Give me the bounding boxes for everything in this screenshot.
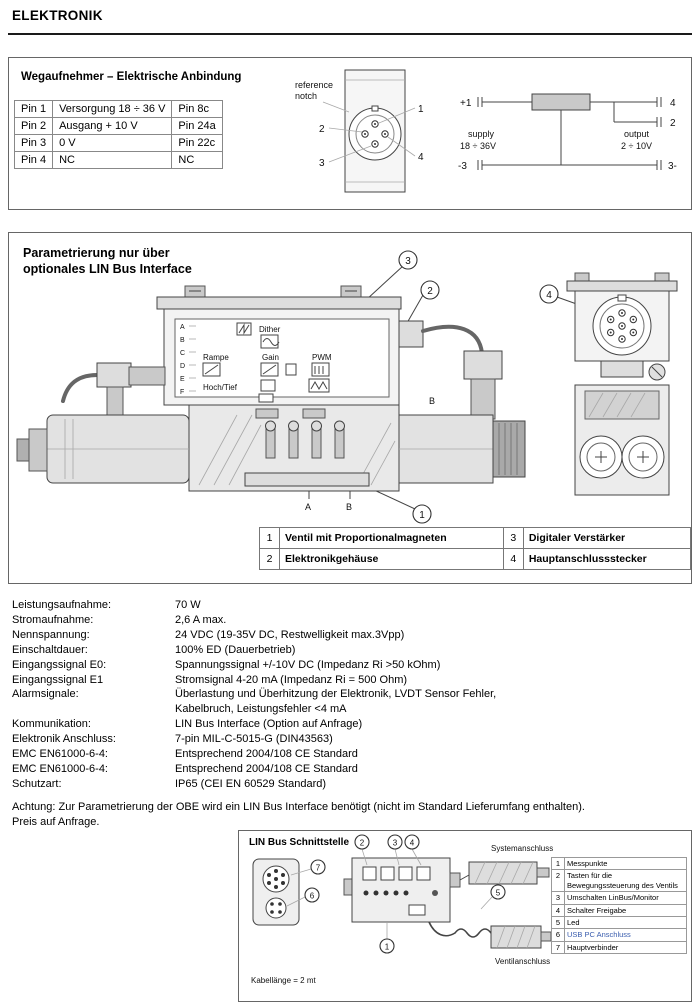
row-letter: C xyxy=(180,350,186,357)
svg-text:5: 5 xyxy=(495,888,501,898)
parametrierung-section xyxy=(8,232,692,584)
spec-value: IP65 (CEI EN 60529 Standard) xyxy=(175,777,327,790)
svg-text:4: 4 xyxy=(409,838,415,848)
legend-num: 3 xyxy=(503,528,523,549)
spec-label: EMC EN61000-6-4: xyxy=(12,748,108,761)
valve-cable xyxy=(429,922,551,948)
lin-label: Tasten für die Bewegungssteuerung des Ventils xyxy=(565,870,687,892)
legend-label: Digitaler Verstärker xyxy=(523,528,690,549)
lin-label-usb: USB PC Anschluss xyxy=(565,929,687,941)
left-solenoid-connector xyxy=(63,363,165,417)
electronics-cover xyxy=(157,286,401,405)
row-letter: A xyxy=(180,324,185,331)
table-row xyxy=(15,101,223,118)
pin-number: Pin 3 xyxy=(15,135,53,152)
pin-right: Pin 24a xyxy=(172,118,222,135)
spec-row xyxy=(12,702,496,717)
lin-num: 7 xyxy=(552,941,565,953)
legend-num: 2 xyxy=(260,549,280,570)
pin-right: NC xyxy=(172,152,222,169)
output-label: output xyxy=(624,129,650,139)
pin-desc: 0 V xyxy=(53,135,172,152)
legend-num: 1 xyxy=(260,528,280,549)
spec-value: Entsprechend 2004/108 CE Standard xyxy=(175,748,358,761)
parametrierung-title xyxy=(23,245,192,277)
achtung-note xyxy=(12,800,692,830)
linbus-table xyxy=(551,857,687,954)
gain-label: Gain xyxy=(262,353,279,362)
terminal-4: 4 xyxy=(670,98,676,109)
callout-1 xyxy=(413,505,431,523)
pin-desc: NC xyxy=(53,152,172,169)
svg-text:3: 3 xyxy=(405,256,411,267)
title-line-2: optionales LIN Bus Interface xyxy=(23,262,192,276)
spec-value: 24 VDC (19-35V DC, Restwelligkeit max.3Vpp) xyxy=(175,628,405,641)
spec-label: Leistungsaufnahme: xyxy=(12,599,112,611)
spec-label: Einschaltdauer: xyxy=(12,643,88,656)
table-row xyxy=(552,870,687,892)
achtung-line-1: Achtung: Zur Parametrierung der OBE wird ein LIN Bus Interface benötigt (nicht im Standard Lieferumfang enthalten). xyxy=(12,801,585,813)
title-divider xyxy=(8,33,692,35)
wegaufnehmer-section xyxy=(8,57,692,210)
terminal-3: 3- xyxy=(668,161,677,172)
pin-table xyxy=(14,100,223,169)
table-row xyxy=(552,941,687,953)
terminal-plus1: +1 xyxy=(460,98,472,109)
table-row xyxy=(260,528,691,549)
svg-text:4: 4 xyxy=(546,290,552,301)
supply-label: supply xyxy=(468,129,495,139)
table-row xyxy=(552,916,687,928)
lin-num: 4 xyxy=(552,904,565,916)
rampe-label: Rampe xyxy=(203,353,229,362)
output-range: 2 ÷ 10V xyxy=(621,141,652,151)
systemanschluss-label: Systemanschluss xyxy=(491,844,554,853)
terminal-2: 2 xyxy=(670,118,676,129)
spec-value: 7-pin MIL-C-5015-G (DIN43563) xyxy=(175,733,333,746)
linbus-section xyxy=(238,830,692,1002)
linbus-connector xyxy=(253,859,299,925)
legend-label: Ventil mit Proportionalmagneten xyxy=(280,528,504,549)
lin-label: Led xyxy=(565,916,687,928)
right-solenoid-connector xyxy=(399,321,502,419)
spec-value: Entsprechend 2004/108 CE Standard xyxy=(175,762,358,775)
specs-list xyxy=(12,598,496,792)
spec-row xyxy=(12,747,496,762)
legend-label: Elektronikgehäuse xyxy=(280,549,504,570)
reference-notch-label: reference xyxy=(295,80,334,90)
spec-row xyxy=(12,687,496,702)
row-letter: E xyxy=(180,376,185,383)
callout-1 xyxy=(380,923,394,953)
table-row xyxy=(15,152,223,169)
spec-label: Kommunikation: xyxy=(12,718,91,731)
lin-num: 6 xyxy=(552,929,565,941)
row-letter: D xyxy=(180,363,186,370)
pin-number: Pin 2 xyxy=(15,118,53,135)
legend-table xyxy=(259,527,691,570)
spec-row xyxy=(12,658,496,673)
lin-num: 2 xyxy=(552,870,565,892)
lin-label: Schalter Freigabe xyxy=(565,904,687,916)
hochtief-label: Hoch/Tief xyxy=(203,383,237,392)
spec-row xyxy=(12,613,496,628)
circuit-schematic xyxy=(454,80,689,185)
spec-row xyxy=(12,643,496,658)
kabellaenge-label: Kabellänge = 2 mt xyxy=(251,976,316,985)
callout-3 xyxy=(399,251,417,269)
table-row xyxy=(15,118,223,135)
supply-range: 18 ÷ 36V xyxy=(460,141,496,151)
wegaufnehmer-title: Wegaufnehmer – Elektrische Anbindung xyxy=(21,71,242,83)
svg-text:1: 1 xyxy=(384,942,390,952)
spec-label: Eingangssignal E1 xyxy=(12,673,104,686)
terminal-minus3: -3 xyxy=(458,161,467,172)
connector-pin-3: 3 xyxy=(319,158,325,169)
spec-row xyxy=(12,628,496,643)
pin-right: Pin 22c xyxy=(172,135,222,152)
ventilanschluss-label: Ventilanschluss xyxy=(495,957,551,966)
connector-pin-2: 2 xyxy=(319,124,325,135)
row-letter: F xyxy=(180,389,185,396)
svg-text:1: 1 xyxy=(419,510,425,521)
spec-value: Spannungssignal +/-10V DC (Impedanz Ri >50 kOhm) xyxy=(175,658,441,671)
reference-notch-label: notch xyxy=(295,91,318,101)
left-solenoid xyxy=(17,415,189,483)
system-connector xyxy=(460,862,549,884)
spec-value: 100% ED (Dauerbetrieb) xyxy=(175,643,296,656)
spec-label: Schutzart: xyxy=(12,777,62,790)
spec-row xyxy=(12,717,496,732)
spec-value: Stromsignal 4-20 mA (Impedanz Ri = 500 Ohm) xyxy=(175,673,408,686)
legend-num: 4 xyxy=(503,549,523,570)
table-row xyxy=(552,929,687,941)
right-solenoid xyxy=(399,415,525,483)
achtung-line-2: Preis auf Anfrage. xyxy=(12,816,100,828)
lin-num: 5 xyxy=(552,916,565,928)
lin-num: 1 xyxy=(552,858,565,870)
port-a-label: A xyxy=(305,502,312,512)
table-row xyxy=(260,549,691,570)
spec-label: Eingangssignal E0: xyxy=(12,658,107,671)
valve-body xyxy=(189,405,399,499)
lin-label: Messpunkte xyxy=(565,858,687,870)
spec-row xyxy=(12,598,496,613)
spec-label: Nennspannung: xyxy=(12,628,90,641)
table-row xyxy=(552,892,687,904)
spec-row xyxy=(12,762,496,777)
lin-label: Hauptverbinder xyxy=(565,941,687,953)
page-title: ELEKTRONIK xyxy=(12,8,103,23)
svg-text:2: 2 xyxy=(359,838,365,848)
side-b-label: B xyxy=(429,396,436,406)
spec-label: Elektronik Anschluss: xyxy=(12,733,116,746)
pin-number: Pin 4 xyxy=(15,152,53,169)
spec-label: Stromaufnahme: xyxy=(12,613,94,626)
svg-text:3: 3 xyxy=(392,838,398,848)
spec-value: 70 W xyxy=(175,599,201,611)
pwm-label: PWM xyxy=(312,353,332,362)
dither-label: Dither xyxy=(259,325,281,334)
spec-row xyxy=(12,673,496,688)
lin-label: Umschalten LinBus/Monitor xyxy=(565,892,687,904)
pin-number: Pin 1 xyxy=(15,101,53,118)
pin-desc: Ausgang + 10 V xyxy=(53,118,172,135)
connector-pin-1: 1 xyxy=(418,104,424,115)
title-line-1: Parametrierung nur über xyxy=(23,246,170,260)
pin-right: Pin 8c xyxy=(172,101,222,118)
callout-2 xyxy=(421,281,439,299)
callout-4 xyxy=(540,285,558,303)
spec-row xyxy=(12,777,496,792)
row-letter: B xyxy=(180,337,185,344)
spec-row xyxy=(12,732,496,747)
connector-diagram xyxy=(289,62,444,207)
port-b-label: B xyxy=(346,502,353,512)
table-row xyxy=(15,135,223,152)
svg-text:6: 6 xyxy=(309,891,315,901)
linbus-title: LIN Bus Schnittstelle xyxy=(249,837,350,848)
spec-label: Alarmsignale: xyxy=(12,688,79,701)
table-row xyxy=(552,858,687,870)
interface-device xyxy=(344,858,460,922)
spec-label xyxy=(12,702,175,717)
spec-value: Kabelbruch, Leistungsfehler <4 mA xyxy=(175,703,347,716)
callout-5 xyxy=(481,885,505,909)
spec-value: 2,6 A max. xyxy=(175,613,227,626)
main-connector-detail xyxy=(567,273,677,495)
spec-value: Überlastung und Überhitzung der Elektronik, LVDT Sensor Fehler, xyxy=(175,688,497,701)
connector-pin-4: 4 xyxy=(418,152,424,163)
table-row xyxy=(552,904,687,916)
lin-num: 3 xyxy=(552,892,565,904)
svg-text:7: 7 xyxy=(315,863,321,873)
legend-label: Hauptanschlussstecker xyxy=(523,549,690,570)
spec-label: EMC EN61000-6-4: xyxy=(12,762,108,775)
svg-text:2: 2 xyxy=(427,286,433,297)
pin-desc: Versorgung 18 ÷ 36 V xyxy=(53,101,172,118)
spec-value: LIN Bus Interface (Option auf Anfrage) xyxy=(175,718,363,731)
